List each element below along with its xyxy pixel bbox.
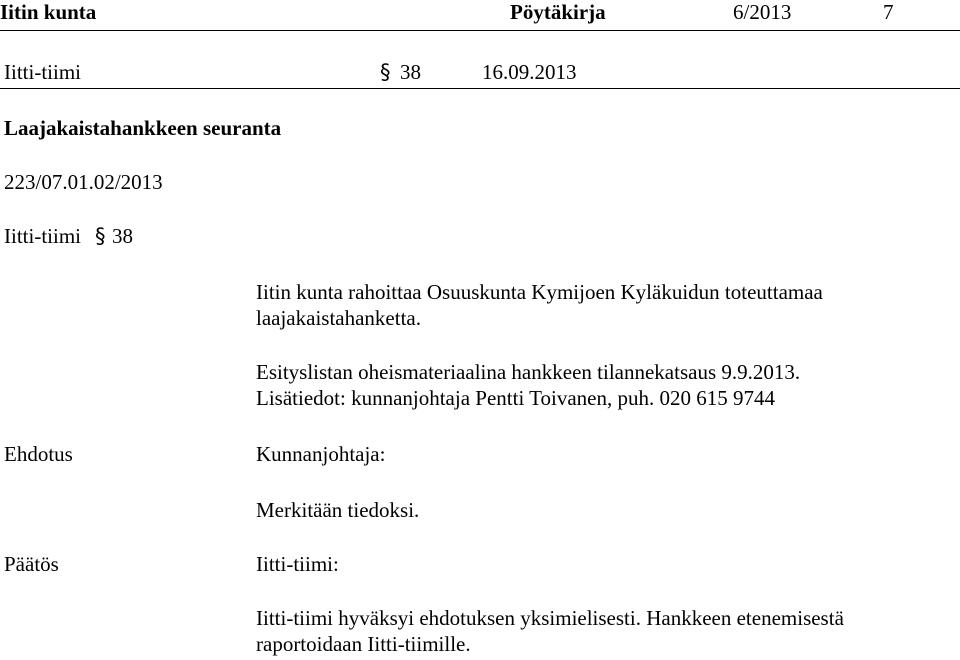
decision-text-line-1: Iitti-tiimi hyväksyi ehdotuksen yksimielisesti. Hankkeen etenemisestä: [256, 606, 844, 630]
item-body-name: Iitti-tiimi: [4, 224, 81, 248]
item-title: Laajakaistahankkeen seuranta: [4, 116, 282, 140]
decision-author: Iitti-tiimi:: [256, 552, 339, 576]
document-type: Pöytäkirja: [510, 0, 606, 24]
header-divider: [0, 30, 960, 31]
paragraph-2-line-2: Lisätiedot: kunnanjohtaja Pentti Toivanen, puh. 020 615 9744: [256, 386, 775, 410]
header-section-sign: §: [380, 60, 391, 84]
proposal-author: Kunnanjohtaja:: [256, 442, 386, 466]
record-number: 223/07.01.02/2013: [4, 170, 163, 194]
paragraph-2-line-1: Esityslistan oheismateriaalina hankkeen tilannekatsaus 9.9.2013.: [256, 360, 801, 384]
paragraph-1-line-2: laajakaistahanketta.: [256, 306, 421, 330]
proposal-label: Ehdotus: [4, 442, 73, 466]
item-section-number: 38: [112, 224, 133, 248]
document-number: 6/2013: [733, 0, 792, 24]
municipality-name: Iitin kunta: [0, 0, 97, 24]
item-section-sign: §: [95, 224, 106, 248]
meeting-date: 16.09.2013: [482, 60, 577, 84]
header-divider-2: [0, 88, 960, 89]
decision-label: Päätös: [4, 552, 59, 576]
header-body-name: Iitti-tiimi: [4, 60, 81, 84]
page-number: 7: [883, 0, 894, 24]
decision-text-line-2: raportoidaan Iitti-tiimille.: [256, 632, 471, 656]
header-section-number: 38: [400, 60, 421, 84]
paragraph-1-line-1: Iitin kunta rahoittaa Osuuskunta Kymijoen Kyläkuidun toteuttamaa: [256, 280, 823, 304]
proposal-text: Merkitään tiedoksi.: [256, 498, 420, 522]
